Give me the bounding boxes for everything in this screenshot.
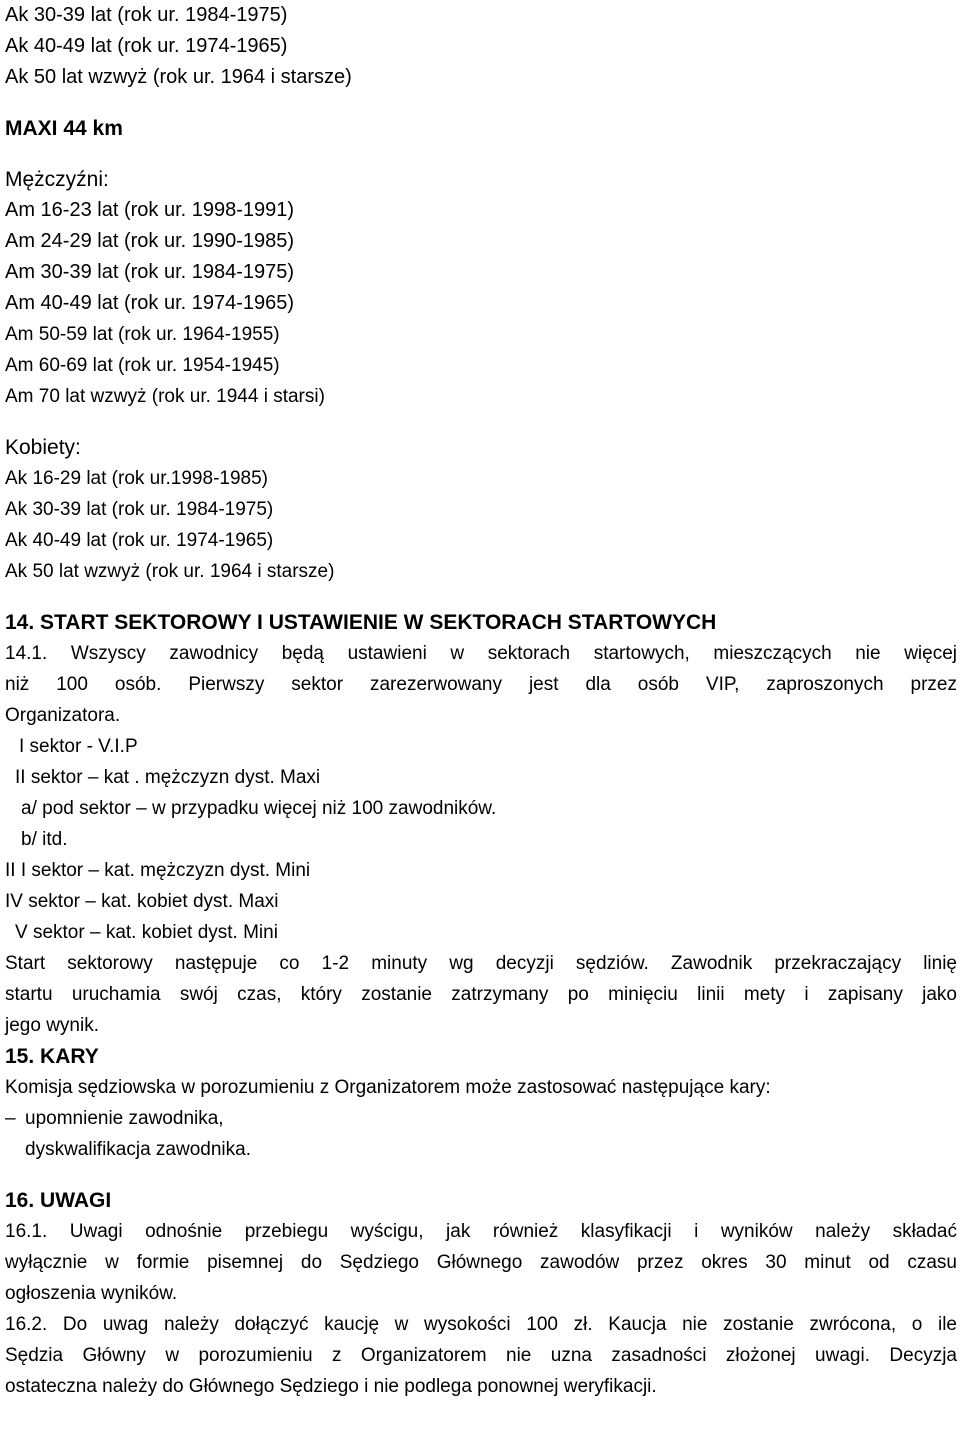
- paragraph-line: Organizatora.: [5, 705, 121, 726]
- category-line: Ak 50 lat wzwyż (rok ur. 1964 i starsze): [5, 561, 335, 582]
- sector-line: V sektor – kat. kobiet dyst. Mini: [15, 922, 278, 943]
- paragraph-line: Start sektorowy następuje co 1-2 minuty wg decyzji sędziów. Zawodnik przekraczający linię: [5, 953, 957, 974]
- paragraph-line: jego wynik.: [5, 1015, 99, 1036]
- category-line: Ak 40-49 lat (rok ur. 1974-1965): [5, 35, 288, 57]
- paragraph-line: 16.2. Do uwag należy dołączyć kaucję w wysokości 100 zł. Kaucja nie zostanie zwrócona, o ile: [5, 1314, 957, 1335]
- paragraph-line: niż 100 osób. Pierwszy sektor zarezerwowany jest dla osób VIP, zaproszonych przez: [5, 674, 957, 695]
- section-16-title: 16. UWAGI: [5, 1189, 112, 1212]
- document-page: [5, 0, 957, 1402]
- category-line: Am 30-39 lat (rok ur. 1984-1975): [5, 261, 295, 283]
- category-line: Ak 16-29 lat (rok ur.1998-1985): [5, 468, 268, 489]
- men-heading: Mężczyźni:: [5, 168, 109, 191]
- maxi-title: MAXI 44 km: [5, 117, 123, 140]
- paragraph-line: startu uruchamia swój czas, który zostanie zatrzymany po minięciu linii mety i zapisany jako: [5, 984, 957, 1005]
- category-line: Ak 30-39 lat (rok ur. 1984-1975): [5, 4, 288, 26]
- dash-bullet: –: [5, 1108, 16, 1129]
- category-line: Am 24-29 lat (rok ur. 1990-1985): [5, 230, 295, 252]
- sector-line: b/ itd.: [21, 829, 68, 850]
- penalty-item: dyskwalifikacja zawodnika.: [25, 1139, 251, 1160]
- sector-line: II I sektor – kat. mężczyzn dyst. Mini: [5, 860, 311, 881]
- women-heading: Kobiety:: [5, 436, 81, 459]
- paragraph-line: Sędzia Główny w porozumieniu z Organizatorem nie uzna zasadności złożonej uwagi. Decyzja: [5, 1345, 957, 1366]
- paragraph-line: 16.1. Uwagi odnośnie przebiegu wyścigu, jak również klasyfikacji i wyników należy składać: [5, 1221, 957, 1242]
- sector-line: IV sektor – kat. kobiet dyst. Maxi: [5, 891, 279, 912]
- sector-line: II sektor – kat . mężczyzn dyst. Maxi: [15, 767, 321, 788]
- category-line: Am 60-69 lat (rok ur. 1954-1945): [5, 355, 280, 376]
- section-15-title: 15. KARY: [5, 1045, 99, 1068]
- category-line: Am 16-23 lat (rok ur. 1998-1991): [5, 199, 295, 221]
- category-line: Ak 30-39 lat (rok ur. 1984-1975): [5, 499, 274, 520]
- section-14-title: 14. START SEKTOROWY I USTAWIENIE W SEKTORACH STARTOWYCH: [5, 611, 717, 634]
- paragraph-line: ostateczna należy do Głównego Sędziego i nie podlega ponownej weryfikacji.: [5, 1376, 657, 1397]
- sector-line: I sektor - V.I.P: [19, 736, 138, 757]
- category-line: Ak 40-49 lat (rok ur. 1974-1965): [5, 530, 274, 551]
- category-line: Am 40-49 lat (rok ur. 1974-1965): [5, 292, 295, 314]
- category-line: Am 70 lat wzwyż (rok ur. 1944 i starsi): [5, 386, 325, 407]
- paragraph-line: wyłącznie w formie pisemnej do Sędziego Głównego zawodów przez okres 30 minut od czasu: [5, 1252, 957, 1273]
- penalty-item: [5, 1103, 957, 1134]
- paragraph-line: Komisja sędziowska w porozumieniu z Organizatorem może zastosować następujące kary:: [5, 1077, 771, 1098]
- sector-line: a/ pod sektor – w przypadku więcej niż 100 zawodników.: [21, 798, 497, 819]
- paragraph-line: ogłoszenia wyników.: [5, 1283, 178, 1304]
- category-line: Ak 50 lat wzwyż (rok ur. 1964 i starsze): [5, 66, 352, 88]
- category-line: Am 50-59 lat (rok ur. 1964-1955): [5, 324, 280, 345]
- paragraph-line: 14.1. Wszyscy zawodnicy będą ustawieni w sektorach startowych, mieszczących nie więcej: [5, 643, 957, 664]
- penalty-label: upomnienie zawodnika,: [25, 1108, 224, 1129]
